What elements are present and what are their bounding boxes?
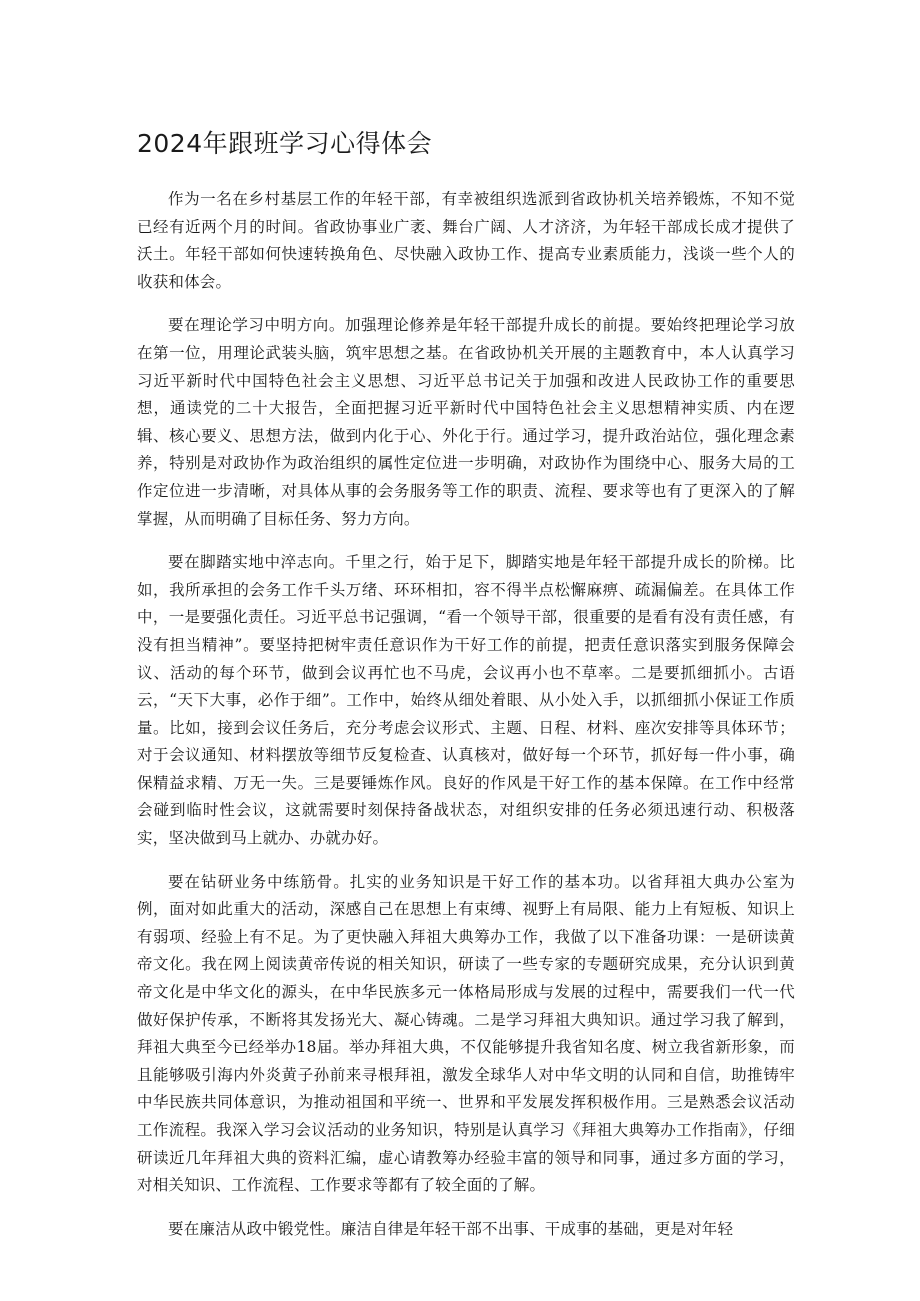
document-title: 2024年跟班学习心得体会 [137,129,433,158]
paragraph-intro: 作为一名在乡村基层工作的年轻干部，有幸被组织选派到省政协机关培养锻炼，不知不觉已经有近两个月的时间。省政协事业广袤、舞台广阔、人才济济，为年轻干部成长成才提供了沃土。年轻干部如何快速转换角色、尽快融入政协工作、提高专业素质能力，浅谈一些个人的收获和体会。 [137,190,795,291]
paragraph-integrity: 要在廉洁从政中锻党性。廉洁自律是年轻干部不出事、干成事的基础，更是对年轻 [168,1219,734,1238]
paragraph-business-study: 要在钻研业务中练筋骨。扎实的业务知识是干好工作的基本功。以省拜祖大典办公室为例，面对如此重大的活动，深感自己在思想上有束缚、视野上有局限、能力上有短板、知识上有弱项、经验上有不足。为了更快融入拜祖大典筹办工作，我做了以下准备功课：一是研读黄帝文化。我在网上阅读黄帝传说的相关知识，研读了一些专家的专题研究成果，充分认识到黄帝文化是中华文化的源头，在中华民族多元一体格局形成与发展的过程中，需要我们一代一代做好保护传承，不断将其发扬光大、凝心铸魂。二是学习拜祖大典知识。通过学习我了解到，拜祖大典至今已经举办18届。举办拜祖大典，不仅能够提升我省知名度、树立我省新形象，而且能够吸引海内外炎黄子孙前来寻根拜祖，激发全球华人对中华文明的认同和自信，助推铸牢中华民族共同体意识，为推动祖国和平统一、世界和平发展发挥积极作用。三是熟悉会议活动工作流程。我深入学习会议活动的业务知识，特别是认真学习《拜祖大典筹办工作指南》，仔细研读近几年拜祖大典的资料汇编，虚心请教筹办经验丰富的领导和同事，通过多方面的学习，对相关知识、工作流程、工作要求等都有了较全面的了解。 [137,872,795,1195]
paragraph-theory-study: 要在理论学习中明方向。加强理论修养是年轻干部提升成长的前提。要始终把理论学习放在第一位，用理论武装头脑，筑牢思想之基。在省政协机关开展的主题教育中，本人认真学习习近平新时代中国特色社会主义思想、习近平总书记关于加强和改进人民政协工作的重要思想，通读党的二十大报告，全面把握习近平新时代中国特色社会主义思想精神实质、内在逻辑、核心要义、思想方法，做到内化于心、外化于行。通过学习，提升政治站位，强化理念素养，特别是对政协作为政治组织的属性定位进一步明确，对政协作为围绕中心、服务大局的工作定位进一步清晰，对具体从事的会务服务等工作的职责、流程、要求等也有了更深入的了解掌握，从而明确了目标任务、努力方向。 [137,316,795,528]
paragraph-down-to-earth: 要在脚踏实地中淬志向。千里之行，始于足下，脚踏实地是年轻干部提升成长的阶梯。比如，我所承担的会务工作千头万绪、环环相扣，容不得半点松懈麻痹、疏漏偏差。在具体工作中，一是要强化责任。习近平总书记强调，“看一个领导干部，很重要的是看有没有责任感，有没有担当精神”。要坚持把树牢责任意识作为干好工作的前提，把责任意识落实到服务保障会议、活动的每个环节，做到会议再忙也不马虎，会议再小也不草率。二是要抓细抓小。古语云，“天下大事，必作于细”。工作中，始终从细处着眼、从小处入手，以抓细抓小保证工作质量。比如，接到会议任务后，充分考虑会议形式、主题、日程、材料、座次安排等具体环节；对于会议通知、材料摆放等细节反复检查、认真核对，做好每一个环节，抓好每一件小事，确保精益求精、万无一失。三是要锤炼作风。良好的作风是干好工作的基本保障。在工作中经常会碰到临时性会议，这就需要时刻保持备战状态，对组织安排的任务必须迅速行动、积极落实，坚决做到马上就办、办就办好。 [137,553,795,848]
